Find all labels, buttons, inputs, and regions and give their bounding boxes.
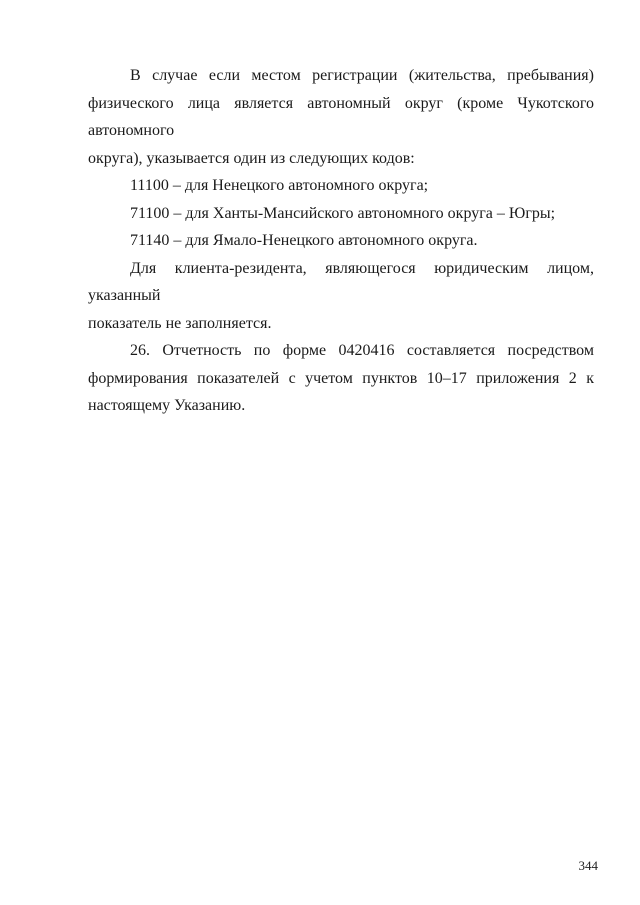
paragraph-item-26 — [88, 337, 594, 420]
paragraph-line: формирования показателей с учетом пунктов 10–17 приложения 2 к — [88, 369, 594, 387]
paragraph-line: показатель не заполняется. — [88, 314, 272, 332]
paragraph-line: округа), указывается один из следующих кодов: — [88, 149, 415, 167]
paragraph-line: настоящему Указанию. — [88, 397, 246, 414]
codes-list — [88, 172, 594, 255]
paragraph-resident-client — [88, 255, 594, 338]
document-body — [88, 62, 594, 420]
code-item: 71100 – для Ханты-Мансийского автономного округа – Югры; — [130, 204, 556, 222]
paragraph-line: 26. Отчетность по форме 0420416 составляется посредством — [130, 342, 594, 359]
paragraph-autonomous-okrug — [88, 62, 594, 172]
code-item: 11100 – для Ненецкого автономного округа; — [130, 177, 429, 194]
paragraph-line: Для клиента-резидента, являющегося юридическим лицом, указанный — [88, 259, 594, 304]
paragraph-line: физического лица является автономный округ (кроме Чукотского автономного — [88, 94, 594, 139]
page-number: 344 — [578, 858, 598, 873]
code-item: 71140 – для Ямало-Ненецкого автономного округа. — [130, 232, 478, 249]
paragraph-line: В случае если местом регистрации (жительства, пребывания) — [130, 67, 594, 84]
